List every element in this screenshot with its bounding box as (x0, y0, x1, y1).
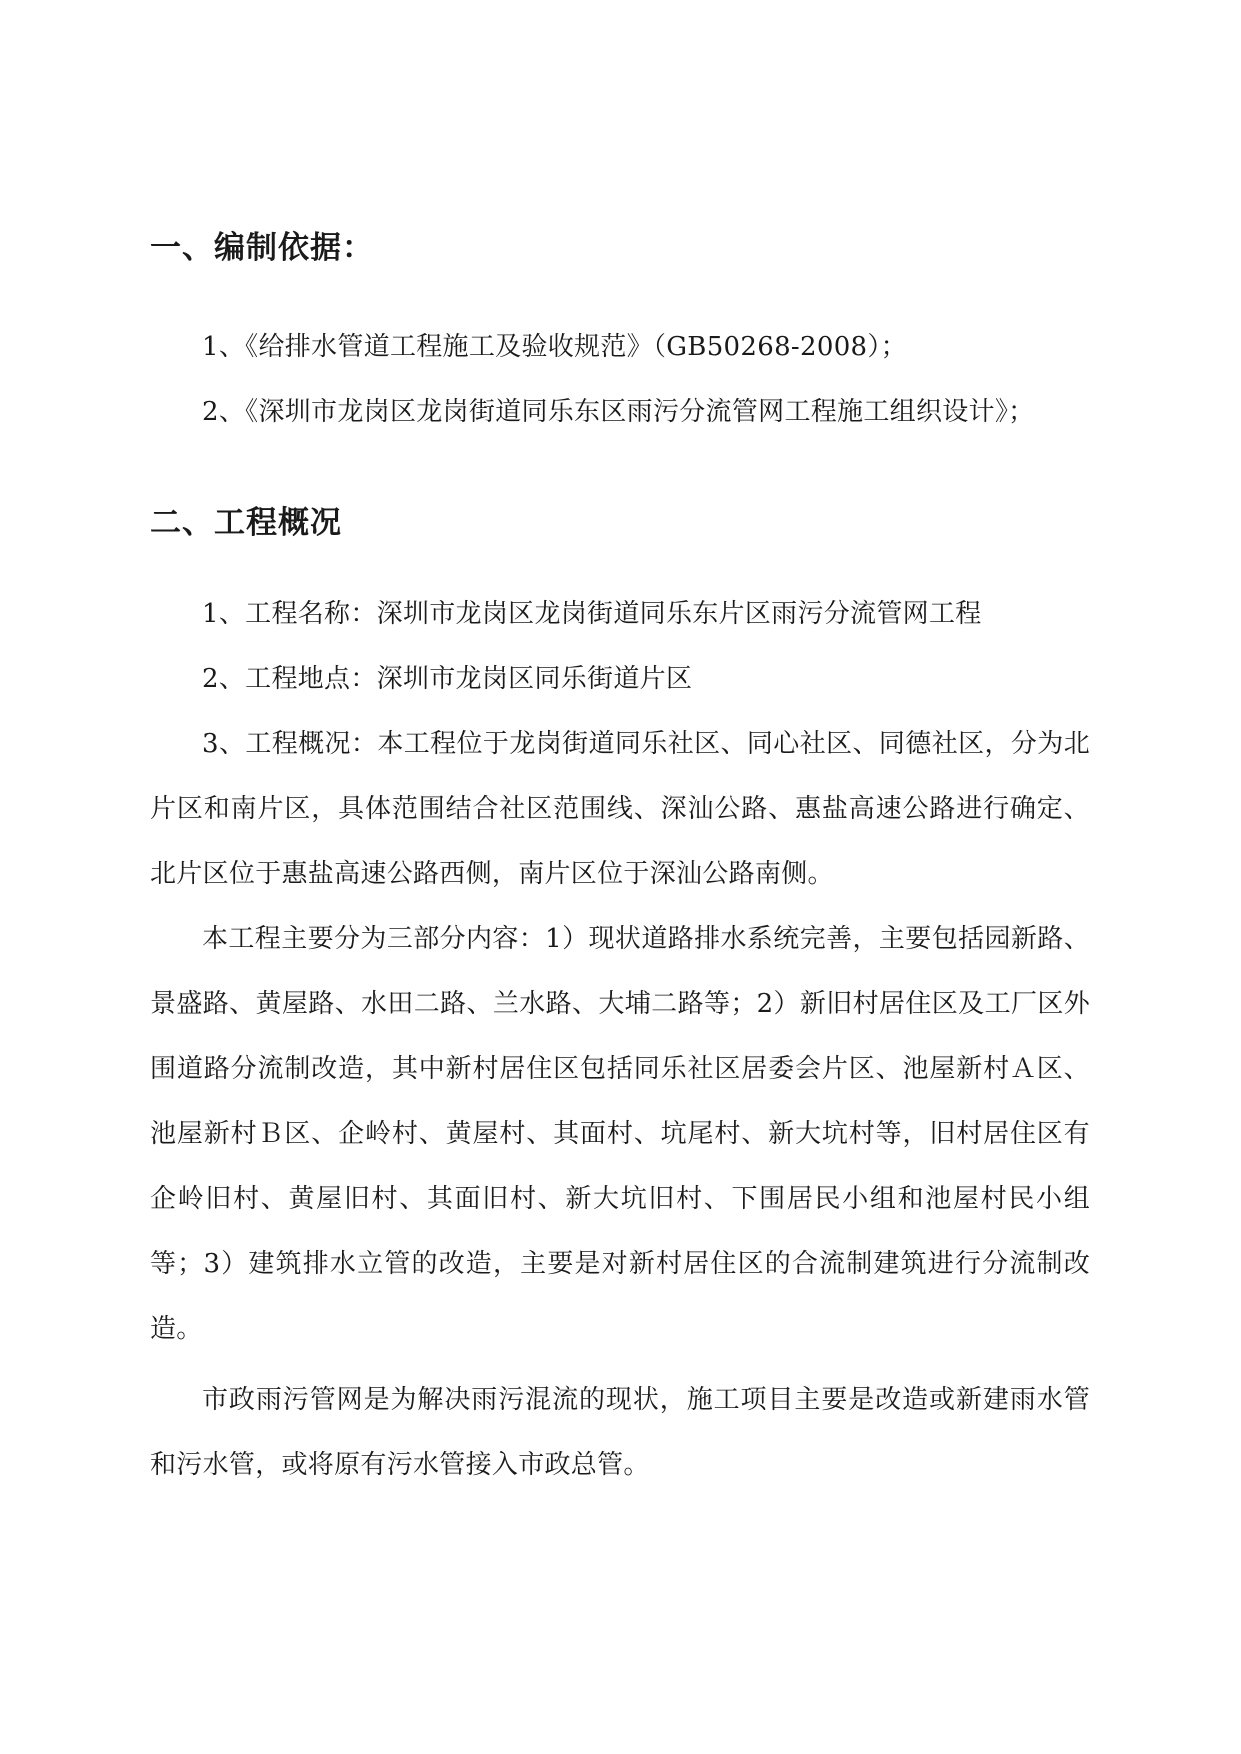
reference-item-2: 2、《深圳市龙岗区龙岗街道同乐东区雨污分流管网工程施工组织设计》； (202, 397, 1035, 427)
project-overview: 3、工程概况：本工程位于龙岗街道同乐社区、同心社区、同德社区，分为北片区和南片区，具体范围结合社区范围线、深汕公路、惠盐高速公路进行确定、北片区位于惠盐高速公路西侧，南片区位于深汕公路南侧。 (150, 729, 1090, 889)
project-name: 1、工程名称：深圳市龙岗区龙岗街道同乐东片区雨污分流管网工程 (202, 599, 982, 629)
section-1-heading: 一、编制依据： (150, 230, 374, 266)
section-2-body (150, 582, 1090, 1498)
project-purpose: 市政雨污管网是为解决雨污混流的现状，施工项目主要是改造或新建雨水管和污水管，或将原有污水管接入市政总管。 (150, 1385, 1090, 1480)
project-scope: 本工程主要分为三部分内容：1）现状道路排水系统完善，主要包括园新路、景盛路、黄屋路、水田二路、兰水路、大埔二路等；2）新旧村居住区及工厂区外围道路分流制改造，其中新村居住区包括同乐社区居委会片区、池屋新村Ａ区、池屋新村Ｂ区、企岭村、黄屋村、其面村、坑尾村、新大坑村等，旧村居住区有企岭旧村、黄屋旧村、其面旧村、新大坑旧村、下围居民小组和池屋村民小组等；3）建筑排水立管的改造，主要是对新村居住区的合流制建筑进行分流制改造。 (150, 924, 1090, 1344)
project-location: 2、工程地点：深圳市龙岗区同乐街道片区 (202, 664, 693, 694)
reference-item-1: 1、《给排水管道工程施工及验收规范》（GB50268-2008）； (202, 332, 907, 362)
document-page (150, 200, 1090, 1498)
section-2-heading: 二、工程概况 (150, 505, 342, 541)
section-1-body (150, 315, 1090, 445)
